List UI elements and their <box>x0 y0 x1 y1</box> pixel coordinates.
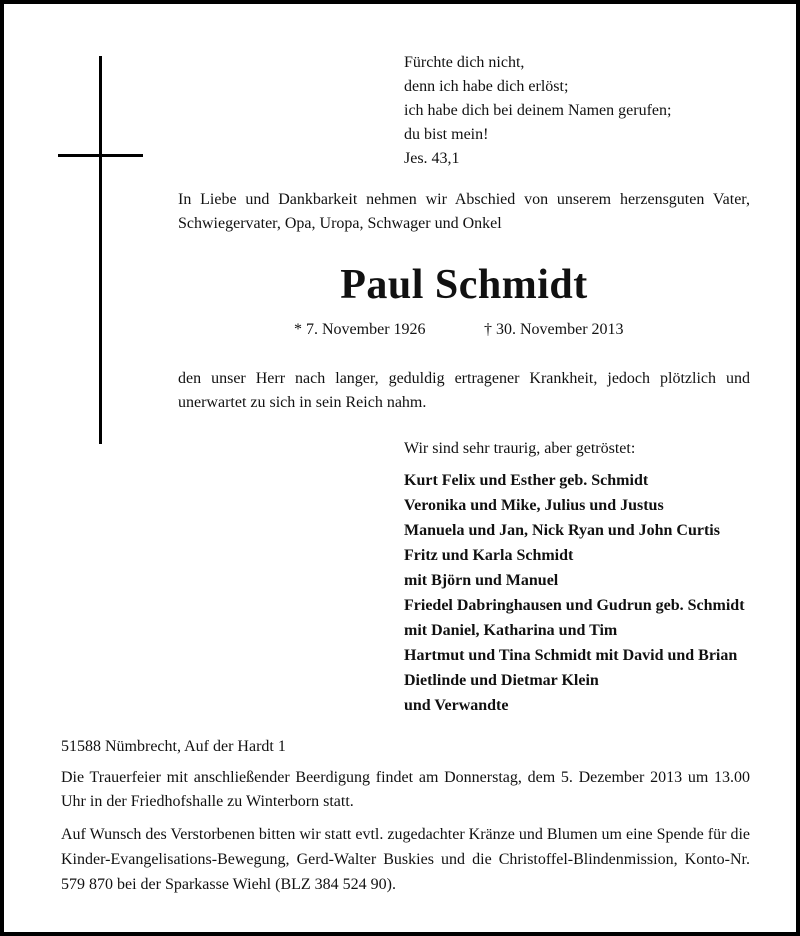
mourner-line: Dietlinde und Dietmar Klein <box>404 672 599 689</box>
mourner-line: Kurt Felix und Esther geb. Schmidt <box>404 472 649 489</box>
passing-paragraph: den unser Herr nach langer, geduldig ertragener Krankheit, jedoch plötzlich und unerwartet zu sich in sein Reich nahm. <box>178 370 750 411</box>
mourners-intro: Wir sind sehr traurig, aber getröstet: <box>404 440 636 457</box>
mourner-line: mit Björn und Manuel <box>404 572 559 589</box>
verse-line: ich habe dich bei deinem Namen gerufen; <box>404 102 672 119</box>
address: 51588 Nümbrecht, Auf der Hardt 1 <box>61 738 286 755</box>
mourner-line: und Verwandte <box>404 697 509 714</box>
verse-line: denn ich habe dich erlöst; <box>404 78 569 95</box>
donation-info: Auf Wunsch des Verstorbenen bitten wir statt evtl. zugedachter Kränze und Blumen um eine Spende für die Kinder-Evangelisations-Bewegung, Gerd-Walter Buskies und die Christoffel-Blindenmission, Konto-Nr. 579 870 bei der Sparkasse Wiehl (BLZ 384 524 90). <box>61 826 750 893</box>
verse-line: du bist mein! <box>404 126 489 143</box>
verse-reference: Jes. 43,1 <box>404 150 460 167</box>
funeral-info: Die Trauerfeier mit anschließender Beerdigung findet am Donnerstag, dem 5. Dezember 2013 um 13.00 Uhr in der Friedhofshalle zu Winterborn statt. <box>61 769 750 810</box>
bible-verse <box>404 51 784 171</box>
deceased-name: Paul Schmidt <box>340 262 588 308</box>
mourner-line: Fritz und Karla Schmidt <box>404 547 574 564</box>
death-date: † 30. November 2013 <box>484 321 624 338</box>
mourner-line: Hartmut und Tina Schmidt mit David und Brian <box>404 647 738 664</box>
intro-paragraph: In Liebe und Dankbarkeit nehmen wir Abschied von unserem herzensguten Vater, Schwiegervater, Opa, Uropa, Schwager und Onkel <box>178 191 750 232</box>
mourner-line: Veronika und Mike, Julius und Justus <box>404 497 664 514</box>
mourner-line: mit Daniel, Katharina und Tim <box>404 622 618 639</box>
mourner-line: Friedel Dabringhausen und Gudrun geb. Schmidt <box>404 597 745 614</box>
cross-horizontal-bar <box>58 154 143 157</box>
verse-line: Fürchte dich nicht, <box>404 54 525 71</box>
birth-date: * 7. November 1926 <box>294 321 426 338</box>
mourner-line: Manuela und Jan, Nick Ryan und John Curtis <box>404 522 720 539</box>
cross-vertical-bar <box>99 56 102 444</box>
mourners-list <box>404 468 794 718</box>
